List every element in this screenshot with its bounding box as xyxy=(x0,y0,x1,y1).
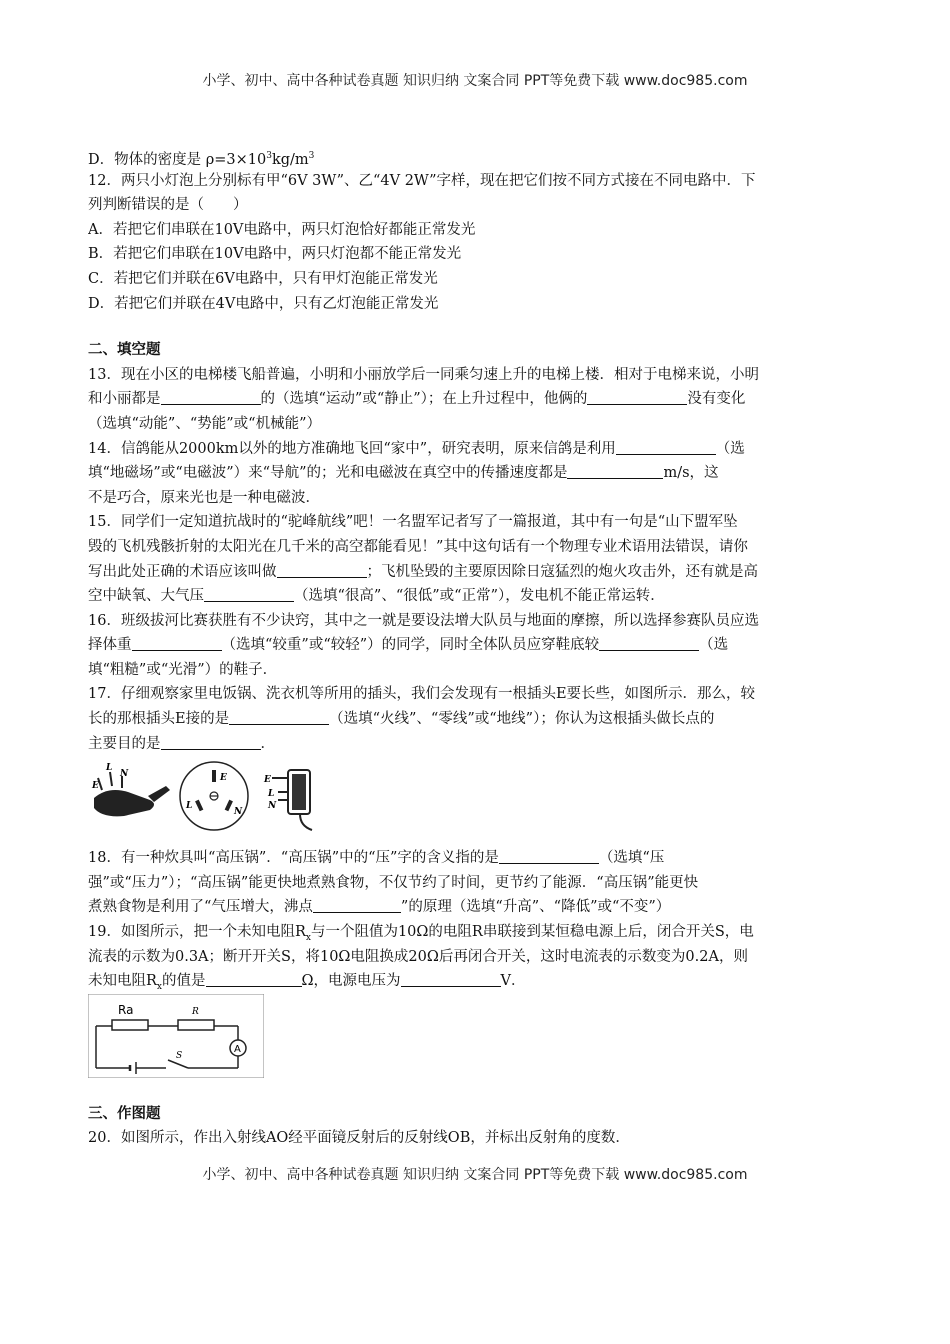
socket-front-view xyxy=(180,762,248,830)
question-18: 18．有一种炊具叫“高压锅”．“高压锅”中的“压”字的含义指的是 （选填“压 强”或“压力”）；“高压锅”能更快地煮熟食物，不仅节约了时间，更节约了能源．“高压锅”能更快 煮熟食物是利用了“气压增大，沸点 ”的原理（选填“升高”、“降低”或“不变”） xyxy=(88,846,860,920)
question-16: 16．班级拔河比赛获胜有不少诀窍，其中之一就是要设法增大队员与地面的摩擦，所以选择参赛队员应选 择体重 （选填“较重”或“较轻”）的同学，同时全体队员应穿鞋底较 （选 填“粗糙”或“光滑”）的鞋子． xyxy=(88,612,759,678)
label-l: L xyxy=(268,789,275,800)
q12-option-a: A．若把它们串联在10V电路中，两只灯泡恰好都能正常发光 xyxy=(88,221,476,238)
section-fill-in: 二、填空题 xyxy=(88,342,161,359)
question-13: 13．现在小区的电梯楼飞船普遍，小明和小丽放学后一同乘匀速上升的电梯上楼．相对于电梯来说，小明 和小丽都是 的（选填“运动”或“静止”）；在上升过程中，他俩的 没有变化 （选填“动能”、“势能”或“机械能”） xyxy=(88,366,759,432)
answer-blank[interactable] xyxy=(313,896,401,913)
label-e: E xyxy=(92,781,99,792)
q12-option-d: D．若把它们并联在4V电路中，只有乙灯泡能正常发光 xyxy=(88,295,439,312)
question-15: 15．同学们一定知道抗战时的“驼峰航线”吧！一名盟军记者写了一篇报道，其中有一句是“山下盟军坠 毁的飞机残骸折射的太阳光在几千米的高空都能看见！”其中这句话有一个物理专业术语用法错误，请你 写出此处正确的术语应该叫做 ；飞机坠毁的主要原因除日寇猛烈的炮火攻击外，还有就是高 空中缺氧、大气压 （选填“很高”、“很低”或“正常”），发电机不能正常运转． xyxy=(88,514,758,605)
resistor-r xyxy=(178,1020,214,1030)
answer-blank[interactable] xyxy=(161,733,261,750)
answer-blank[interactable] xyxy=(204,585,294,602)
answer-blank[interactable] xyxy=(206,970,302,987)
answer-blank[interactable] xyxy=(277,561,367,578)
question-20: 20．如图所示，作出入射线AO经平面镜反射后的反射线OB，并标出反射角的度数． xyxy=(88,1130,630,1147)
answer-blank[interactable] xyxy=(567,462,663,479)
label-r: R xyxy=(192,1006,199,1017)
q12-option-c: C．若把它们并联在6V电路中，只有甲灯泡能正常发光 xyxy=(88,270,438,287)
plug-side-view xyxy=(91,763,170,816)
label-l: L xyxy=(106,763,113,774)
answer-blank[interactable] xyxy=(161,388,261,405)
label-s: S xyxy=(176,1050,183,1061)
resistor-ra xyxy=(112,1020,148,1030)
label-n: N xyxy=(268,801,277,812)
ammeter-label: A xyxy=(234,1043,241,1055)
answer-blank[interactable] xyxy=(499,847,599,864)
document-body xyxy=(88,144,860,1151)
answer-blank[interactable] xyxy=(401,970,501,987)
question-19: 19．如图所示，把一个未知电阻$R_x$与一个阻值为10Ω的电阻R串联接到某恒稳电源上后，闭合开关S，电 流表的示数为0.3A；断开开关S，将10Ω电阻换成20Ω后再闭合开关，这时电流表的示数变为0.2A，则 未知电阻$R_x$的值是 Ω，电源电压为 V． A Ra R S xyxy=(88,920,860,1078)
label-ra: Ra xyxy=(118,1002,134,1017)
label-n: N xyxy=(234,807,243,818)
q11-option-d: D．物体的密度是 $\rho=3\times 10^3kg/m^3$ xyxy=(88,151,315,168)
label-l: L xyxy=(186,801,193,812)
question-14: 14．信鸽能从2000km以外的地方准确地飞回“家中”，研究表明，原来信鸽是利用 （选 填“地磁场”或“电磁波”）来“导航”的；光和电磁波在真空中的传播速度都是 m/s，这 不是巧合，原来光也是一种电磁波． xyxy=(88,437,860,511)
q12-option-b: B．若把它们串联在10V电路中，两只灯泡都不能正常发光 xyxy=(88,246,462,263)
label-e: E xyxy=(220,773,227,784)
plug-figure xyxy=(88,756,328,832)
switch-s xyxy=(168,1060,188,1068)
plug-profile-view xyxy=(263,770,312,830)
question-17: 17．仔细观察家里电饭锅、洗衣机等所用的插头，我们会发现有一根插头E要长些，如图所示．那么，较 长的那根插头E接的是 （选填“火线”、“零线”或“地线”）；你认为这根插头做长点的 主要目的是 ． E L N E L N E L N xyxy=(88,682,860,832)
answer-blank[interactable] xyxy=(229,708,329,725)
answer-blank[interactable] xyxy=(132,634,222,651)
section-drawing: 三、作图题 xyxy=(88,1105,161,1122)
page-header: 小学、初中、高中各种试卷真题 知识归纳 文案合同 PPT等免费下载 www.doc985.com xyxy=(202,73,748,89)
circuit-diagram xyxy=(88,994,264,1078)
answer-blank[interactable] xyxy=(599,634,699,651)
answer-blank[interactable] xyxy=(587,388,687,405)
question-12: 12．两只小灯泡上分别标有甲“6V 3W”、乙“4V 2W”字样，现在把它们按不同方式接在不同电路中．下 列判断错误的是（ ） A．若把它们串联在10V电路中，两只灯泡恰好都能正常发光 B．若把它们串联在10V电路中，两只灯泡都不能正常发光 C．若把它们并联在6V电路中，只有甲灯泡能正常发光 D．若把它们并联在4V电路中，只有乙灯泡能正常发光 xyxy=(88,169,860,317)
page-footer: 小学、初中、高中各种试卷真题 知识归纳 文案合同 PPT等免费下载 www.doc985.com xyxy=(202,1167,748,1183)
label-n: N xyxy=(120,769,129,780)
answer-blank[interactable] xyxy=(616,438,716,455)
label-e: E xyxy=(264,775,271,786)
